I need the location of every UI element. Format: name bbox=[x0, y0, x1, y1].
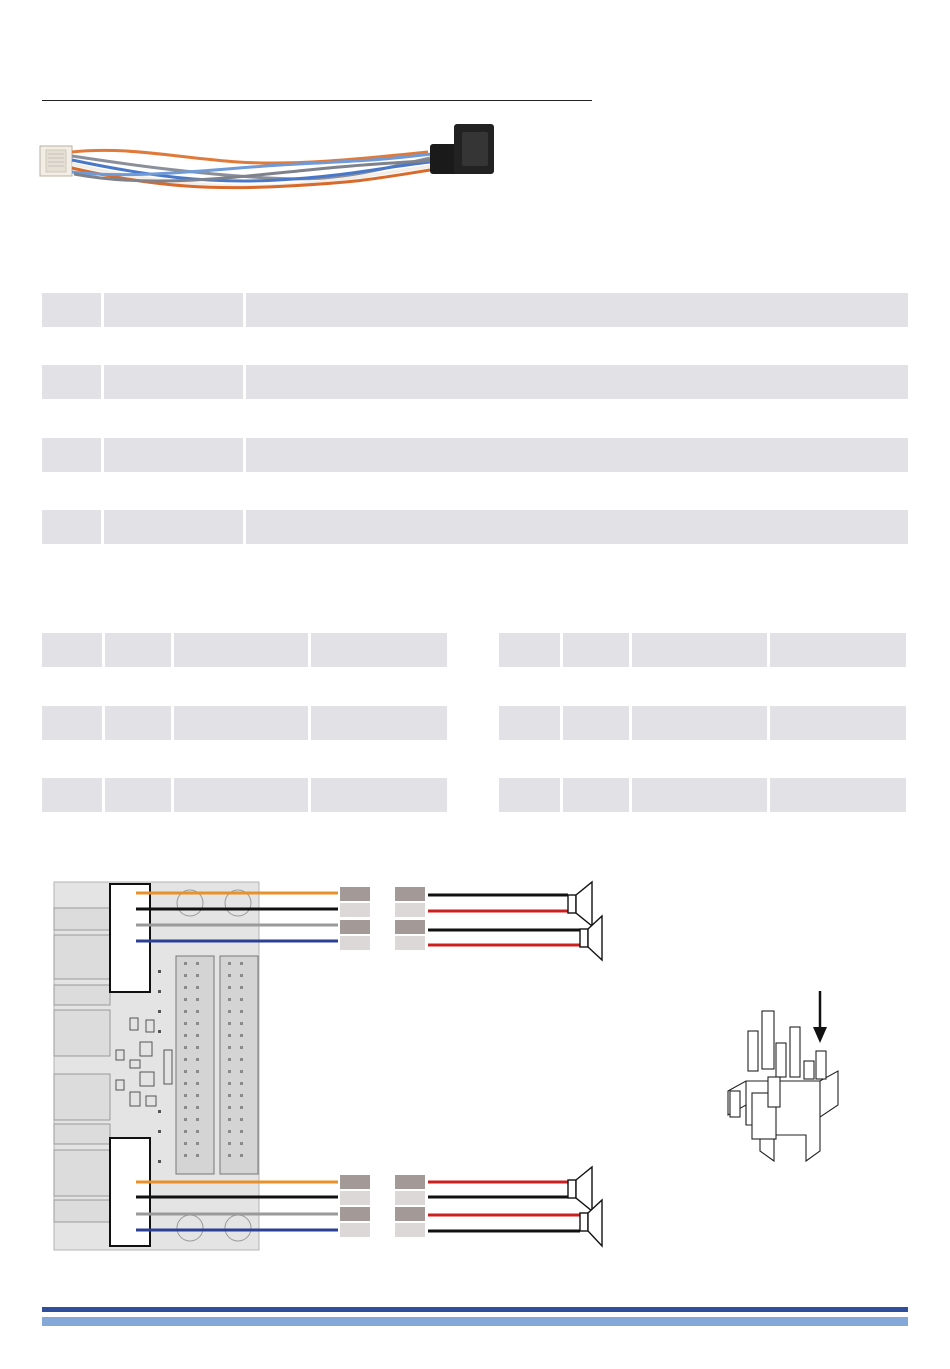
pin-table-right-row bbox=[499, 778, 906, 812]
table-cell bbox=[770, 706, 906, 740]
table-cell bbox=[42, 633, 102, 667]
table-cell bbox=[105, 633, 171, 667]
table-cell bbox=[246, 293, 908, 327]
table-cell bbox=[632, 778, 767, 812]
table-cell bbox=[311, 778, 447, 812]
table-cell bbox=[770, 633, 906, 667]
terminal-chips-right bbox=[395, 887, 425, 1237]
pin-table-left-row bbox=[42, 633, 447, 667]
table-cell bbox=[563, 633, 629, 667]
terminal-chips-left bbox=[340, 887, 370, 1237]
table-cell bbox=[499, 706, 560, 740]
pin-header-connector-icon bbox=[710, 985, 850, 1165]
table-cell bbox=[105, 778, 171, 812]
footer-band-dark bbox=[42, 1307, 908, 1312]
table-cell bbox=[632, 633, 767, 667]
table-cell bbox=[174, 778, 308, 812]
footer-band-light bbox=[42, 1317, 908, 1326]
table-cell bbox=[246, 438, 908, 472]
heading-rule bbox=[42, 100, 592, 101]
table-cell bbox=[42, 706, 102, 740]
spec-table-row bbox=[42, 438, 908, 472]
table-cell bbox=[174, 633, 308, 667]
table-cell bbox=[246, 365, 908, 399]
table-cell bbox=[311, 633, 447, 667]
table-cell bbox=[563, 778, 629, 812]
circuit-board-icon bbox=[54, 882, 259, 1250]
table-cell bbox=[104, 438, 243, 472]
table-cell bbox=[311, 706, 447, 740]
table-cell bbox=[632, 706, 767, 740]
table-cell bbox=[104, 510, 243, 544]
table-cell bbox=[563, 706, 629, 740]
pin-table-right-row bbox=[499, 706, 906, 740]
table-cell bbox=[499, 778, 560, 812]
cable-harness-photo bbox=[38, 118, 498, 198]
table-cell bbox=[42, 365, 101, 399]
wiring-diagram bbox=[0, 860, 640, 1260]
table-cell bbox=[770, 778, 906, 812]
table-cell bbox=[174, 706, 308, 740]
spec-table-row bbox=[42, 365, 908, 399]
table-cell bbox=[104, 293, 243, 327]
table-cell bbox=[42, 510, 101, 544]
speaker-icon bbox=[568, 1167, 592, 1211]
spec-table-row bbox=[42, 510, 908, 544]
table-cell bbox=[42, 778, 102, 812]
white-plug-icon bbox=[40, 146, 72, 176]
pin-table-left-row bbox=[42, 778, 447, 812]
table-cell bbox=[246, 510, 908, 544]
table-cell bbox=[499, 633, 560, 667]
table-cell bbox=[42, 293, 101, 327]
down-arrow-icon bbox=[813, 991, 827, 1043]
table-cell bbox=[42, 438, 101, 472]
speaker-icon bbox=[568, 882, 592, 926]
table-cell bbox=[104, 365, 243, 399]
pin-table-left-row bbox=[42, 706, 447, 740]
black-plug-icon bbox=[430, 124, 494, 174]
spec-table-row bbox=[42, 293, 908, 327]
table-cell bbox=[105, 706, 171, 740]
pin-table-right-row bbox=[499, 633, 906, 667]
